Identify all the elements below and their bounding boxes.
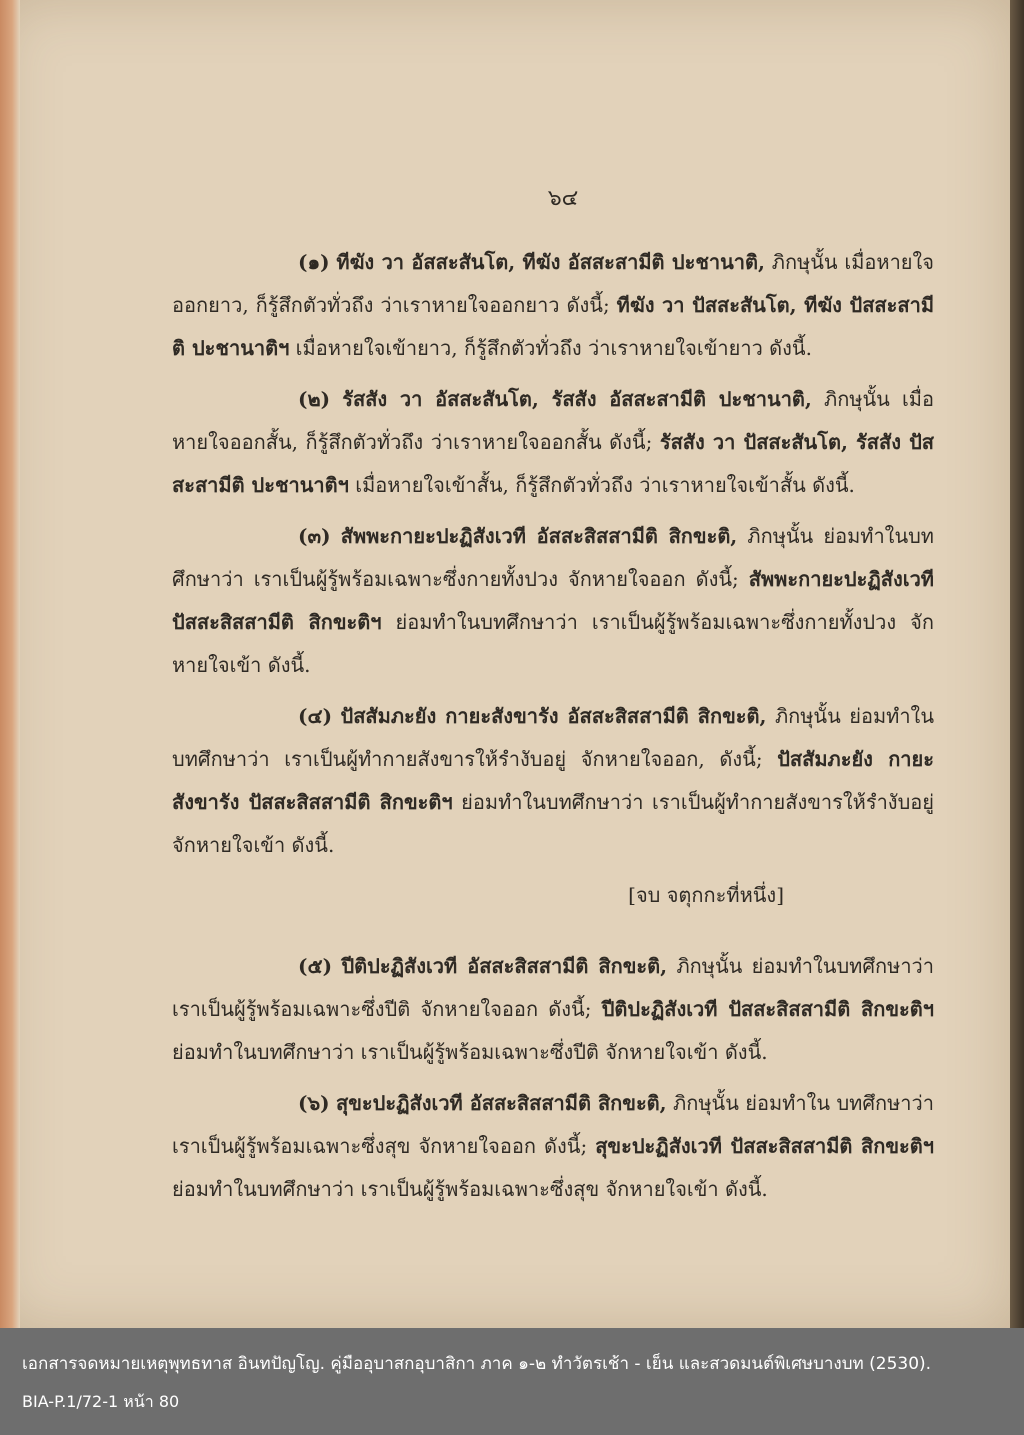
pali-verse: สุขะปะฏิสังเวที ปัสสะสิสสามีติ สิกขะติฯ [595, 1134, 934, 1158]
pali-num: (๓) [298, 524, 331, 548]
thai-text: ภิกษุนั้น เมื่อหายใจออกยาว, ก็รู้สึกตัวทั่วถึง ว่าเราหายใจออกยาว ดังนี้; [172, 250, 935, 317]
pali-verse: ทีฆัง วา อัสสะสันโต, ทีฆัง อัสสะสามีติ ปะชานาติ, [336, 250, 765, 274]
thai-text: ย่อมทำในบทศึกษาว่า เราเป็นผู้ทำกายสังขารให้รำงับอยู่ จักหายใจเข้า ดังนี้. [172, 790, 934, 857]
page-edge [1010, 0, 1024, 1328]
paragraph-2 [172, 378, 934, 507]
pali-verse: ปีติปะฏิสังเวที อัสสะสิสสามีติ สิกขะติ, [341, 954, 668, 978]
pali-verse: ปีติปะฏิสังเวที ปัสสะสิสสามีติ สิกขะติฯ [601, 997, 934, 1021]
paragraph-4 [172, 695, 934, 867]
pali-verse: ทีฆัง วา ปัสสะสันโต, ทีฆัง ปัสสะสามีติ ปะชานาติฯ [172, 293, 934, 360]
thai-text: ภิกษุนั้น ย่อมทำในบทศึกษาว่า เราเป็นผู้รู้พร้อมเฉพาะซึ่งกายทั้งปวง จักหายใจออก ดังนี้; [172, 524, 934, 591]
paragraph-1 [172, 241, 934, 370]
thai-text: ย่อมทำในบทศึกษาว่า เราเป็นผู้รู้พร้อมเฉพาะซึ่งสุข จักหายใจเข้า ดังนี้. [172, 1177, 768, 1201]
archive-caption-bar [0, 1328, 1024, 1435]
archive-citation: เอกสารจดหมายเหตุพุทธทาส อินทปัญโญ. คู่มืออุบาสกอุบาสิกา ภาค ๑-๒ ทำวัตรเช้า - เย็น และสวดมนต์พิเศษบางบท (2530). [22, 1354, 932, 1374]
thai-text: ภิกษุนั้น ย่อมทำในบทศึกษาว่า เราเป็นผู้รู้พร้อมเฉพาะซึ่งปีติ จักหายใจออก ดังนี้; [172, 954, 935, 1021]
paragraph-6 [172, 1082, 934, 1211]
paragraph-3 [172, 515, 934, 687]
pali-verse: รัสสัง วา ปัสสะสันโต, รัสสัง ปัสสะสามีติ ปะชานาติฯ [172, 430, 935, 497]
pali-num: (๕) [298, 954, 333, 978]
pali-num: (๔) [298, 704, 333, 728]
pali-verse: สัพพะกายะปะฏิสังเวที อัสสะสิสสามีติ สิกขะติ, [340, 524, 738, 548]
pali-num: (๒) [298, 387, 331, 411]
pali-verse: ปัสสัมภะยัง กายะสังขารัง อัสสะสิสสามีติ สิกขะติ, [340, 704, 767, 728]
thai-text: ภิกษุนั้น ย่อมทำในบทศึกษาว่า เราเป็นผู้ทำกายสังขารให้รำงับอยู่ จักหายใจออก, ดังนี้; [172, 704, 934, 771]
pali-verse: สัพพะกายะปะฏิสังเวที ปัสสะสิสสามีติ สิกขะติฯ [172, 567, 934, 634]
thai-text: เมื่อหายใจเข้าสั้น, ก็รู้สึกตัวทั่วถึง ว่าเราหายใจเข้าสั้น ดังนี้. [348, 473, 855, 497]
pali-verse: รัสสัง วา อัสสะสันโต, รัสสัง อัสสะสามีติ ปะชานาติ, [342, 387, 812, 411]
archive-reference: BIA-P.1/72-1 หน้า 80 [22, 1392, 180, 1411]
thai-text: ภิกษุนั้น เมื่อหายใจออกสั้น, ก็รู้สึกตัวทั่วถึง ว่าเราหายใจออกสั้น ดังนี้; [172, 387, 934, 454]
page-number: ๖๔ [547, 186, 579, 211]
page-spine [0, 0, 20, 1328]
thai-text: ภิกษุนั้น ย่อมทำใน บทศึกษาว่า เราเป็นผู้รู้พร้อมเฉพาะซึ่งสุข จักหายใจออก ดังนี้; [172, 1091, 934, 1158]
pali-verse: ปัสสัมภะยัง กายะสังขารัง ปัสสะสิสสามีติ สิกขะติฯ [172, 747, 935, 814]
thai-text: ย่อมทำในบทศึกษาว่า เราเป็นผู้รู้พร้อมเฉพาะซึ่งกายทั้งปวง จักหายใจเข้า ดังนี้. [172, 610, 934, 677]
page-content [172, 180, 934, 1219]
thai-text: ย่อมทำในบทศึกษาว่า เราเป็นผู้รู้พร้อมเฉพาะซึ่งปีติ จักหายใจเข้า ดังนี้. [172, 1040, 768, 1064]
paragraph-5 [172, 945, 934, 1074]
pali-num: (๑) [298, 250, 330, 274]
thai-text: เมื่อหายใจเข้ายาว, ก็รู้สึกตัวทั่วถึง ว่าเราหายใจเข้ายาว ดังนี้. [289, 336, 812, 360]
pali-num: (๖) [298, 1091, 330, 1115]
pali-verse: สุขะปะฏิสังเวที อัสสะสิสสามีติ สิกขะติ, [336, 1091, 667, 1115]
section-end-note: [จบ จตุกกะที่หนึ่ง] [628, 883, 784, 907]
